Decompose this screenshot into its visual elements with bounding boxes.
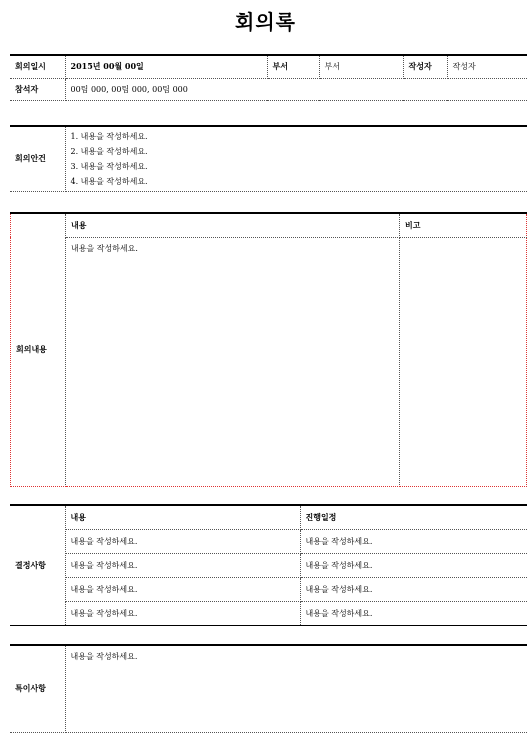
decision-content[interactable]: 내용을 작성하세요. [65, 601, 300, 625]
decision-content[interactable]: 내용을 작성하세요. [65, 553, 300, 577]
agenda-item: 4. 내용을 작성하세요. [70, 176, 148, 186]
decision-schedule[interactable]: 내용을 작성하세요. [300, 577, 527, 601]
decisions-content-header: 내용 [65, 505, 300, 529]
decision-schedule[interactable]: 내용을 작성하세요. [300, 601, 527, 625]
table-row [10, 553, 527, 577]
decision-schedule[interactable]: 내용을 작성하세요. [300, 529, 527, 553]
agenda-item: 3. 내용을 작성하세요. [70, 161, 148, 171]
content-table [10, 212, 527, 487]
decisions-label: 결정사항 [10, 505, 65, 625]
agenda-item: 1. 내용을 작성하세요. [70, 131, 148, 141]
content-col-header: 내용 [66, 213, 400, 237]
date-label: 회의일시 [10, 55, 65, 78]
document-title: 회의록 [235, 10, 296, 34]
table-row [10, 529, 527, 553]
info-table [10, 54, 527, 101]
decisions-schedule-header: 진행일정 [300, 505, 527, 529]
special-table [10, 644, 527, 733]
attendees-label: 참석자 [10, 78, 65, 100]
author-label: 작성자 [403, 55, 447, 78]
table-row [10, 577, 527, 601]
special-label: 특이사항 [10, 645, 65, 732]
decision-content[interactable]: 내용을 작성하세요. [65, 529, 300, 553]
agenda-table [10, 125, 527, 192]
agenda-label: 회의안건 [10, 126, 65, 191]
author-value[interactable]: 작성자 [447, 55, 527, 78]
content-body[interactable]: 내용을 작성하세요. [66, 237, 400, 486]
agenda-list[interactable] [65, 126, 527, 191]
special-body[interactable]: 내용을 작성하세요. [65, 645, 527, 732]
decision-content[interactable]: 내용을 작성하세요. [65, 577, 300, 601]
agenda-item: 2. 내용을 작성하세요. [70, 146, 148, 156]
decisions-table [10, 504, 527, 626]
dept-label: 부서 [267, 55, 319, 78]
table-row [10, 601, 527, 625]
content-label: 회의내용 [11, 213, 66, 486]
decision-schedule[interactable]: 내용을 작성하세요. [300, 553, 527, 577]
attendees-value[interactable]: 00팀 000, 00팀 000, 00팀 000 [65, 78, 527, 100]
dept-value[interactable]: 부서 [319, 55, 403, 78]
date-value[interactable]: 2015년 00월 00일 [65, 55, 267, 78]
note-col-header: 비고 [400, 213, 527, 237]
note-body[interactable] [400, 237, 527, 486]
